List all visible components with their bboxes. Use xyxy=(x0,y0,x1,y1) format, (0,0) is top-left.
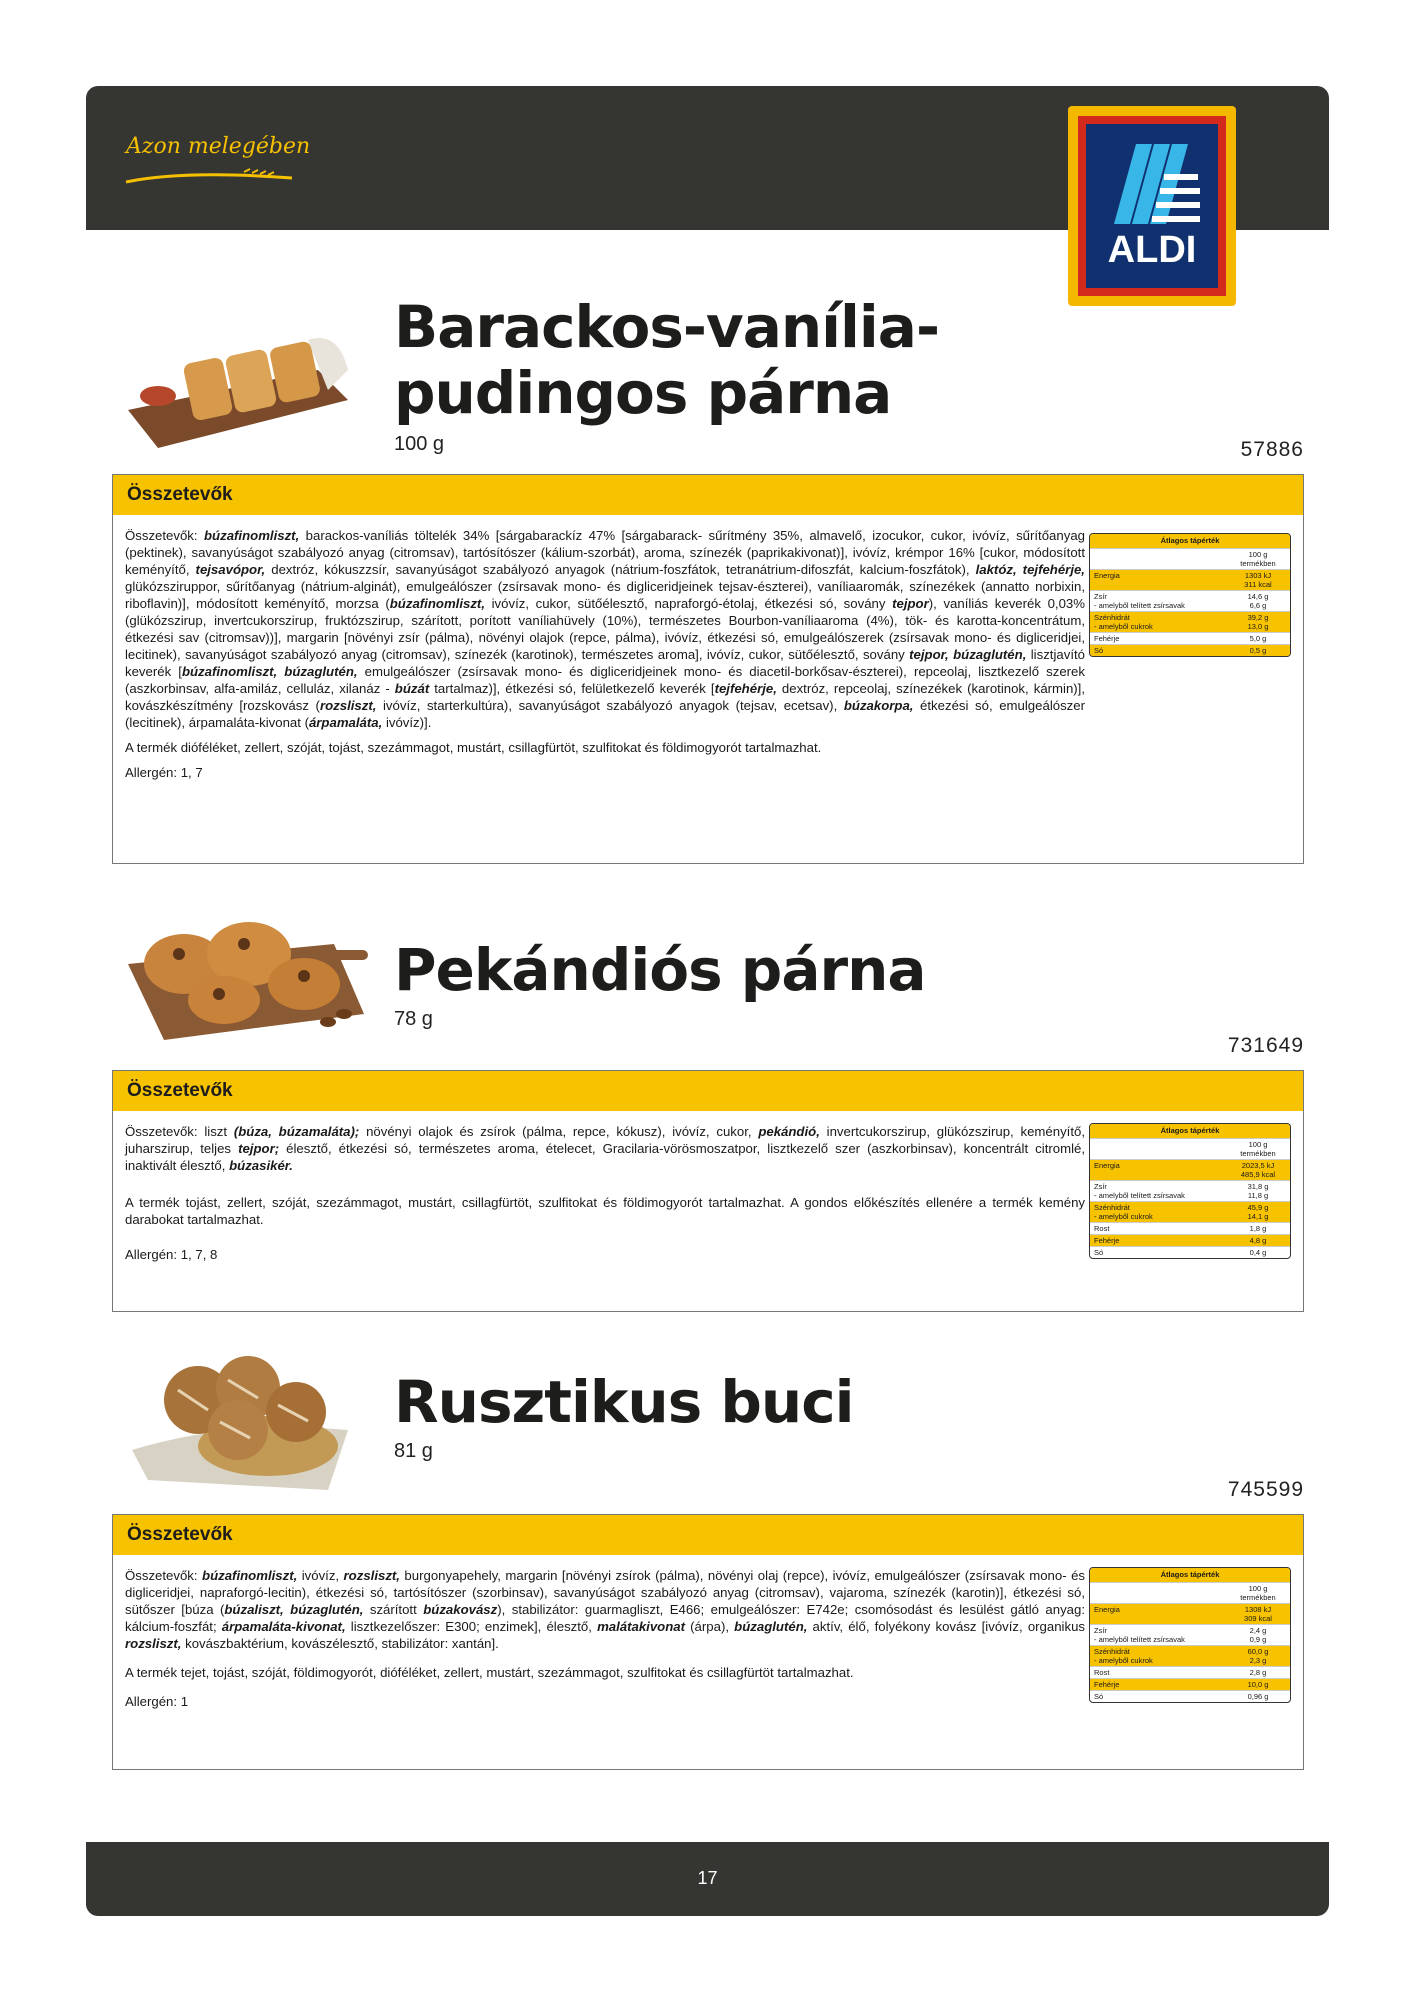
ingredient-text: ivóvíz)]. xyxy=(382,715,432,730)
product-weight: 78 g xyxy=(394,1008,433,1030)
nutrition-row: Só 0,96 g xyxy=(1090,1690,1290,1702)
allergen-ingredient: tejpor xyxy=(892,596,929,611)
ingredient-text: invertcukorszirup, glükózszirup, keményítő, juharszirup, teljes xyxy=(125,1124,1085,1156)
nutrition-title: Átlagos tápérték xyxy=(1090,1568,1290,1582)
nutrition-row: Szénhidrát - amelyből cukrok 60,0 g 2,3 g xyxy=(1090,1645,1290,1666)
allergen-ingredient: tejfehérje, xyxy=(714,681,777,696)
ingredient-text: ivóvíz, xyxy=(297,1568,344,1583)
allergen-ingredient: árpamaláta, xyxy=(308,715,383,730)
ingredient-text: szárított xyxy=(363,1602,424,1617)
ingredient-text: ), stabilizátor: guarmagliszt, E466; emulgeálószer: E742e; csomósodást és lesülést gátló anyag: kálcium-foszfát; xyxy=(125,1602,1085,1634)
ingredient-text: Összetevők: liszt xyxy=(125,1124,234,1139)
nutrition-row: Energia 1303 kJ 311 kcal xyxy=(1090,569,1290,590)
allergen-ingredient: rozsliszt, xyxy=(319,698,377,713)
allergen-ingredient: búzafinomliszt, xyxy=(202,1568,298,1583)
nutrition-header-row: 100 g termékben xyxy=(1090,1582,1290,1603)
nutrition-header-row: 100 g termékben xyxy=(1090,548,1290,569)
ingredient-text: dextróz, kókuszzsír, savanyúságot szabályozó anyagok (nátrium-foszfátok, tetranátrium-difoszfát, kalcium-foszfátok), xyxy=(265,562,976,577)
section-label: Összetevők xyxy=(113,1071,1303,1111)
nutrition-row: Szénhidrát - amelyből cukrok 39,2 g 13,0 g xyxy=(1090,611,1290,632)
ingredient-text: étkezési só, emulgeálószer (lecitinek), árpamaláta-kivonat ( xyxy=(125,698,1085,730)
section-label: Összetevők xyxy=(113,475,1303,515)
nutrition-row: Zsír - amelyből telített zsírsavak 31,8 g 11,8 g xyxy=(1090,1180,1290,1201)
ingredient-text: ivóvíz, starterkultúra), savanyúságot szabályozó anyagok (tejsav, ecetsav), xyxy=(376,698,844,713)
nutrition-row: Rost 1,8 g xyxy=(1090,1222,1290,1234)
aldi-logo xyxy=(1068,106,1236,306)
pastry-image xyxy=(118,330,354,450)
nutrition-row: Zsír - amelyből telített zsírsavak 14,6 g 6,6 g xyxy=(1090,590,1290,611)
brand-logo-text: Azon melegében xyxy=(126,134,311,159)
nutrition-row: Fehérje 10,0 g xyxy=(1090,1678,1290,1690)
allergen-note: Allergén: 1 xyxy=(125,1694,189,1709)
may-contain-note: A termék tojást, zellert, szóját, szezámmagot, mustárt, csillagfürtöt, szulfitokat és földimogyorót tartalmazhat. A gondos előkészítés ellenére a termék kemény darabokat tartalmazhat. xyxy=(125,1195,1085,1227)
allergen-ingredient: búzafinomliszt, xyxy=(389,596,485,611)
ingredients-paragraph xyxy=(125,1567,1085,1652)
ingredients-paragraph xyxy=(125,1123,1085,1174)
may-contain-note: A termék dióféléket, zellert, szóját, tojást, szezámmagot, mustárt, csillagfürtöt, szulfitokat és földimogyorót tartalmazhat. xyxy=(125,740,822,755)
allergen-ingredient: pekándió, xyxy=(758,1124,820,1139)
pastry-image xyxy=(124,904,370,1044)
product-title: Barackos-vanília- xyxy=(394,293,940,361)
nutrition-row: Szénhidrát - amelyből cukrok 45,9 g 14,1 g xyxy=(1090,1201,1290,1222)
wheat-swoosh-icon xyxy=(124,168,294,186)
aldi-logo-text: ALDI xyxy=(1107,229,1197,271)
bread-basket-image xyxy=(128,1350,352,1492)
ingredients-paragraph xyxy=(125,527,1085,731)
ingredients-text xyxy=(125,1567,1085,1718)
nutrition-row: Energia 1308 kJ 309 kcal xyxy=(1090,1603,1290,1624)
product-weight: 81 g xyxy=(394,1440,433,1462)
ingredient-text: ivóvíz, cukor, sütőélesztő, napraforgó-étolaj, étkezési só, sovány xyxy=(484,596,893,611)
allergen-ingredient: búzafinomliszt, xyxy=(203,528,300,543)
ingredient-text: glükózsziruppor, sűrítőanyag (nátrium-alginát), emulgeálószer (zsírsavak mono- és digliceridjeinek tejsav-észterei), vaníliaaromák, színezékek (annatto norbixin, riboflavin)], módosított keményítő, morzsa ( xyxy=(125,579,1085,611)
nutrition-row: Fehérje 5,0 g xyxy=(1090,632,1290,644)
nutrition-header-row: 100 g termékben xyxy=(1090,1138,1290,1159)
allergen-ingredient: búzakorpa, xyxy=(843,698,914,713)
aldi-stripes-icon xyxy=(1086,134,1218,234)
nutrition-row: Fehérje 4,8 g xyxy=(1090,1234,1290,1246)
nutrition-table xyxy=(1089,1567,1291,1703)
ingredient-text: növényi olajok és zsírok (pálma, repce, kókusz), ivóvíz, cukor, xyxy=(359,1124,759,1139)
ingredients-text xyxy=(125,527,1085,789)
allergen-ingredient: tejpor; xyxy=(238,1141,280,1156)
allergen-ingredient: rozsliszt, xyxy=(125,1636,182,1651)
allergen-ingredient: búzaglutén, xyxy=(734,1619,808,1634)
allergen-ingredient: búzaliszt, búzaglutén, xyxy=(224,1602,364,1617)
nutrition-row: Energia 2023,5 kJ 485,9 kcal xyxy=(1090,1159,1290,1180)
nutrition-title: Átlagos tápérték xyxy=(1090,1124,1290,1138)
ingredient-text: lisztkezelőszer: E300; enzimek], élesztő, xyxy=(345,1619,598,1634)
page-number: 17 xyxy=(697,1868,718,1888)
ingredients-box xyxy=(112,1070,1304,1312)
product-title-line2: pudingos párna xyxy=(394,359,892,427)
allergen-ingredient: búzasikér. xyxy=(229,1158,293,1173)
ingredient-text: kovászbaktérium, kovászélesztő, stabilizátor: xantán]. xyxy=(181,1636,499,1651)
ingredients-text xyxy=(125,1123,1085,1271)
nutrition-row: Só 0,4 g xyxy=(1090,1246,1290,1258)
ingredient-text: barackos-vaníliás töltelék 34% [sárgabarackíz 47% [sárgabarack- sűrítmény 35%, almavelő, izocukor, cukor, ivóvíz, sűrítőanyag (pektinek), savanyúságot szabályozó anyag (citromsav), tartósítószer (kálium-szorbát), aroma, színezék (paprikakivonat)], ivóvíz, krémpor 16% [cukor, módosított keményítő, xyxy=(125,528,1085,577)
nutrition-row: Só 0,5 g xyxy=(1090,644,1290,656)
product-code: 57886 xyxy=(1240,438,1304,461)
nutrition-title: Átlagos tápérték xyxy=(1090,534,1290,548)
allergen-ingredient: tejpor, búzaglutén, xyxy=(909,647,1027,662)
ingredient-text: aktív, élő, folyékony kovász [ivóvíz, organikus xyxy=(807,1619,1086,1634)
allergen-ingredient: árpamaláta-kivonat, xyxy=(221,1619,346,1634)
nutrition-row: Rost 2,8 g xyxy=(1090,1666,1290,1678)
nutrition-table xyxy=(1089,1123,1291,1259)
ingredients-box xyxy=(112,474,1304,864)
allergen-note: Allergén: 1, 7, 8 xyxy=(125,1247,218,1262)
allergen-ingredient: búzát xyxy=(394,681,430,696)
ingredient-text: emulgeálószer (zsírsavak mono- és digliceridjeinek mono- és diacetil-borkősav-észterei), repceolaj, lisztkezelő szerek (aszkorbinsav, alfa-amiláz, celluláz, xilanáz - xyxy=(125,664,1085,696)
allergen-note: Allergén: 1, 7 xyxy=(125,765,203,780)
ingredient-text: ), vaníliás keverék 0,03% (glükózszirup, invertcukorszirup, fruktózszirup, szárított, porított vaníliahüvely (10%), természetes Bourbon-vaníliaaroma (4%), tök- és karotta-koncentrátum, étkezési sav (citromsav))], margarin [növényi zsír (pálma), növényi olajok (repce, pálma), ivóvíz, étkezési só, emulgeálószerek (zsírsavak mono- és digliceridjei, lecitinek), savanyúságot szabályozó anyag (citromsav), színezék (karotinok), természetes aroma], ivóvíz, cukor, sütőélesztő, sovány xyxy=(125,596,1085,662)
product-weight: 100 g xyxy=(394,433,445,455)
nutrition-table xyxy=(1089,533,1291,657)
allergen-ingredient: laktóz, tejfehérje, xyxy=(975,562,1085,577)
ingredient-text: (árpa), xyxy=(685,1619,735,1634)
allergen-ingredient: (búza, búzamaláta); xyxy=(233,1124,360,1139)
may-contain-note: A termék tejet, tojást, szóját, földimogyorót, dióféléket, zellert, mustárt, szezámmagot, szulfitokat és csillagfürtöt tartalmazhat. xyxy=(125,1665,854,1680)
allergen-ingredient: búzafinomliszt, búzaglutén, xyxy=(181,664,358,679)
ingredient-text: élesztő, étkezési só, természetes aroma, ételecet, Gracilaria-vörösmoszatpor, lisztkezelő szer (aszkorbinsav), koncentrált citromlé, inaktivált élesztő, xyxy=(125,1141,1085,1173)
product-code: 745599 xyxy=(1227,1478,1304,1501)
ingredient-text: dextróz, repceolaj, színezékek (karotinok, kármin)], kovászkészítmény [rozskovász ( xyxy=(125,681,1086,713)
nutrition-row: Zsír - amelyből telített zsírsavak 2,4 g 0,9 g xyxy=(1090,1624,1290,1645)
footer-bar xyxy=(86,1842,1329,1916)
ingredient-text: lisztjavító keverék [ xyxy=(125,647,1085,679)
allergen-ingredient: búzakovász xyxy=(423,1602,498,1617)
allergen-ingredient: rozsliszt, xyxy=(343,1568,400,1583)
ingredient-text: Összetevők: xyxy=(125,1568,203,1583)
product-title: Pekándiós párna xyxy=(394,936,926,1004)
section-label: Összetevők xyxy=(113,1515,1303,1555)
allergen-ingredient: malátakivonat xyxy=(597,1619,686,1634)
ingredient-text: tartalmaz)], étkezési só, felületkezelő keverék [ xyxy=(429,681,715,696)
allergen-ingredient: tejsavópor, xyxy=(195,562,266,577)
product-title: Rusztikus buci xyxy=(394,1368,854,1436)
ingredient-text: Összetevők: xyxy=(125,528,204,543)
ingredient-text: burgonyapehely, margarin [növényi zsírok (pálma), növényi olaj (repce), ivóvíz, emulgeálószer (zsírsavak mono- és digliceridjei, napraforgó-lecitin), étkezési só, tartósítószer (szorbinsav), savanyúságot szabályozó anyag (citromsav), vajaroma, színezék (karotin)], étkezési só, sütőszer [búza ( xyxy=(125,1568,1085,1617)
ingredients-box xyxy=(112,1514,1304,1770)
product-code: 731649 xyxy=(1227,1034,1304,1057)
